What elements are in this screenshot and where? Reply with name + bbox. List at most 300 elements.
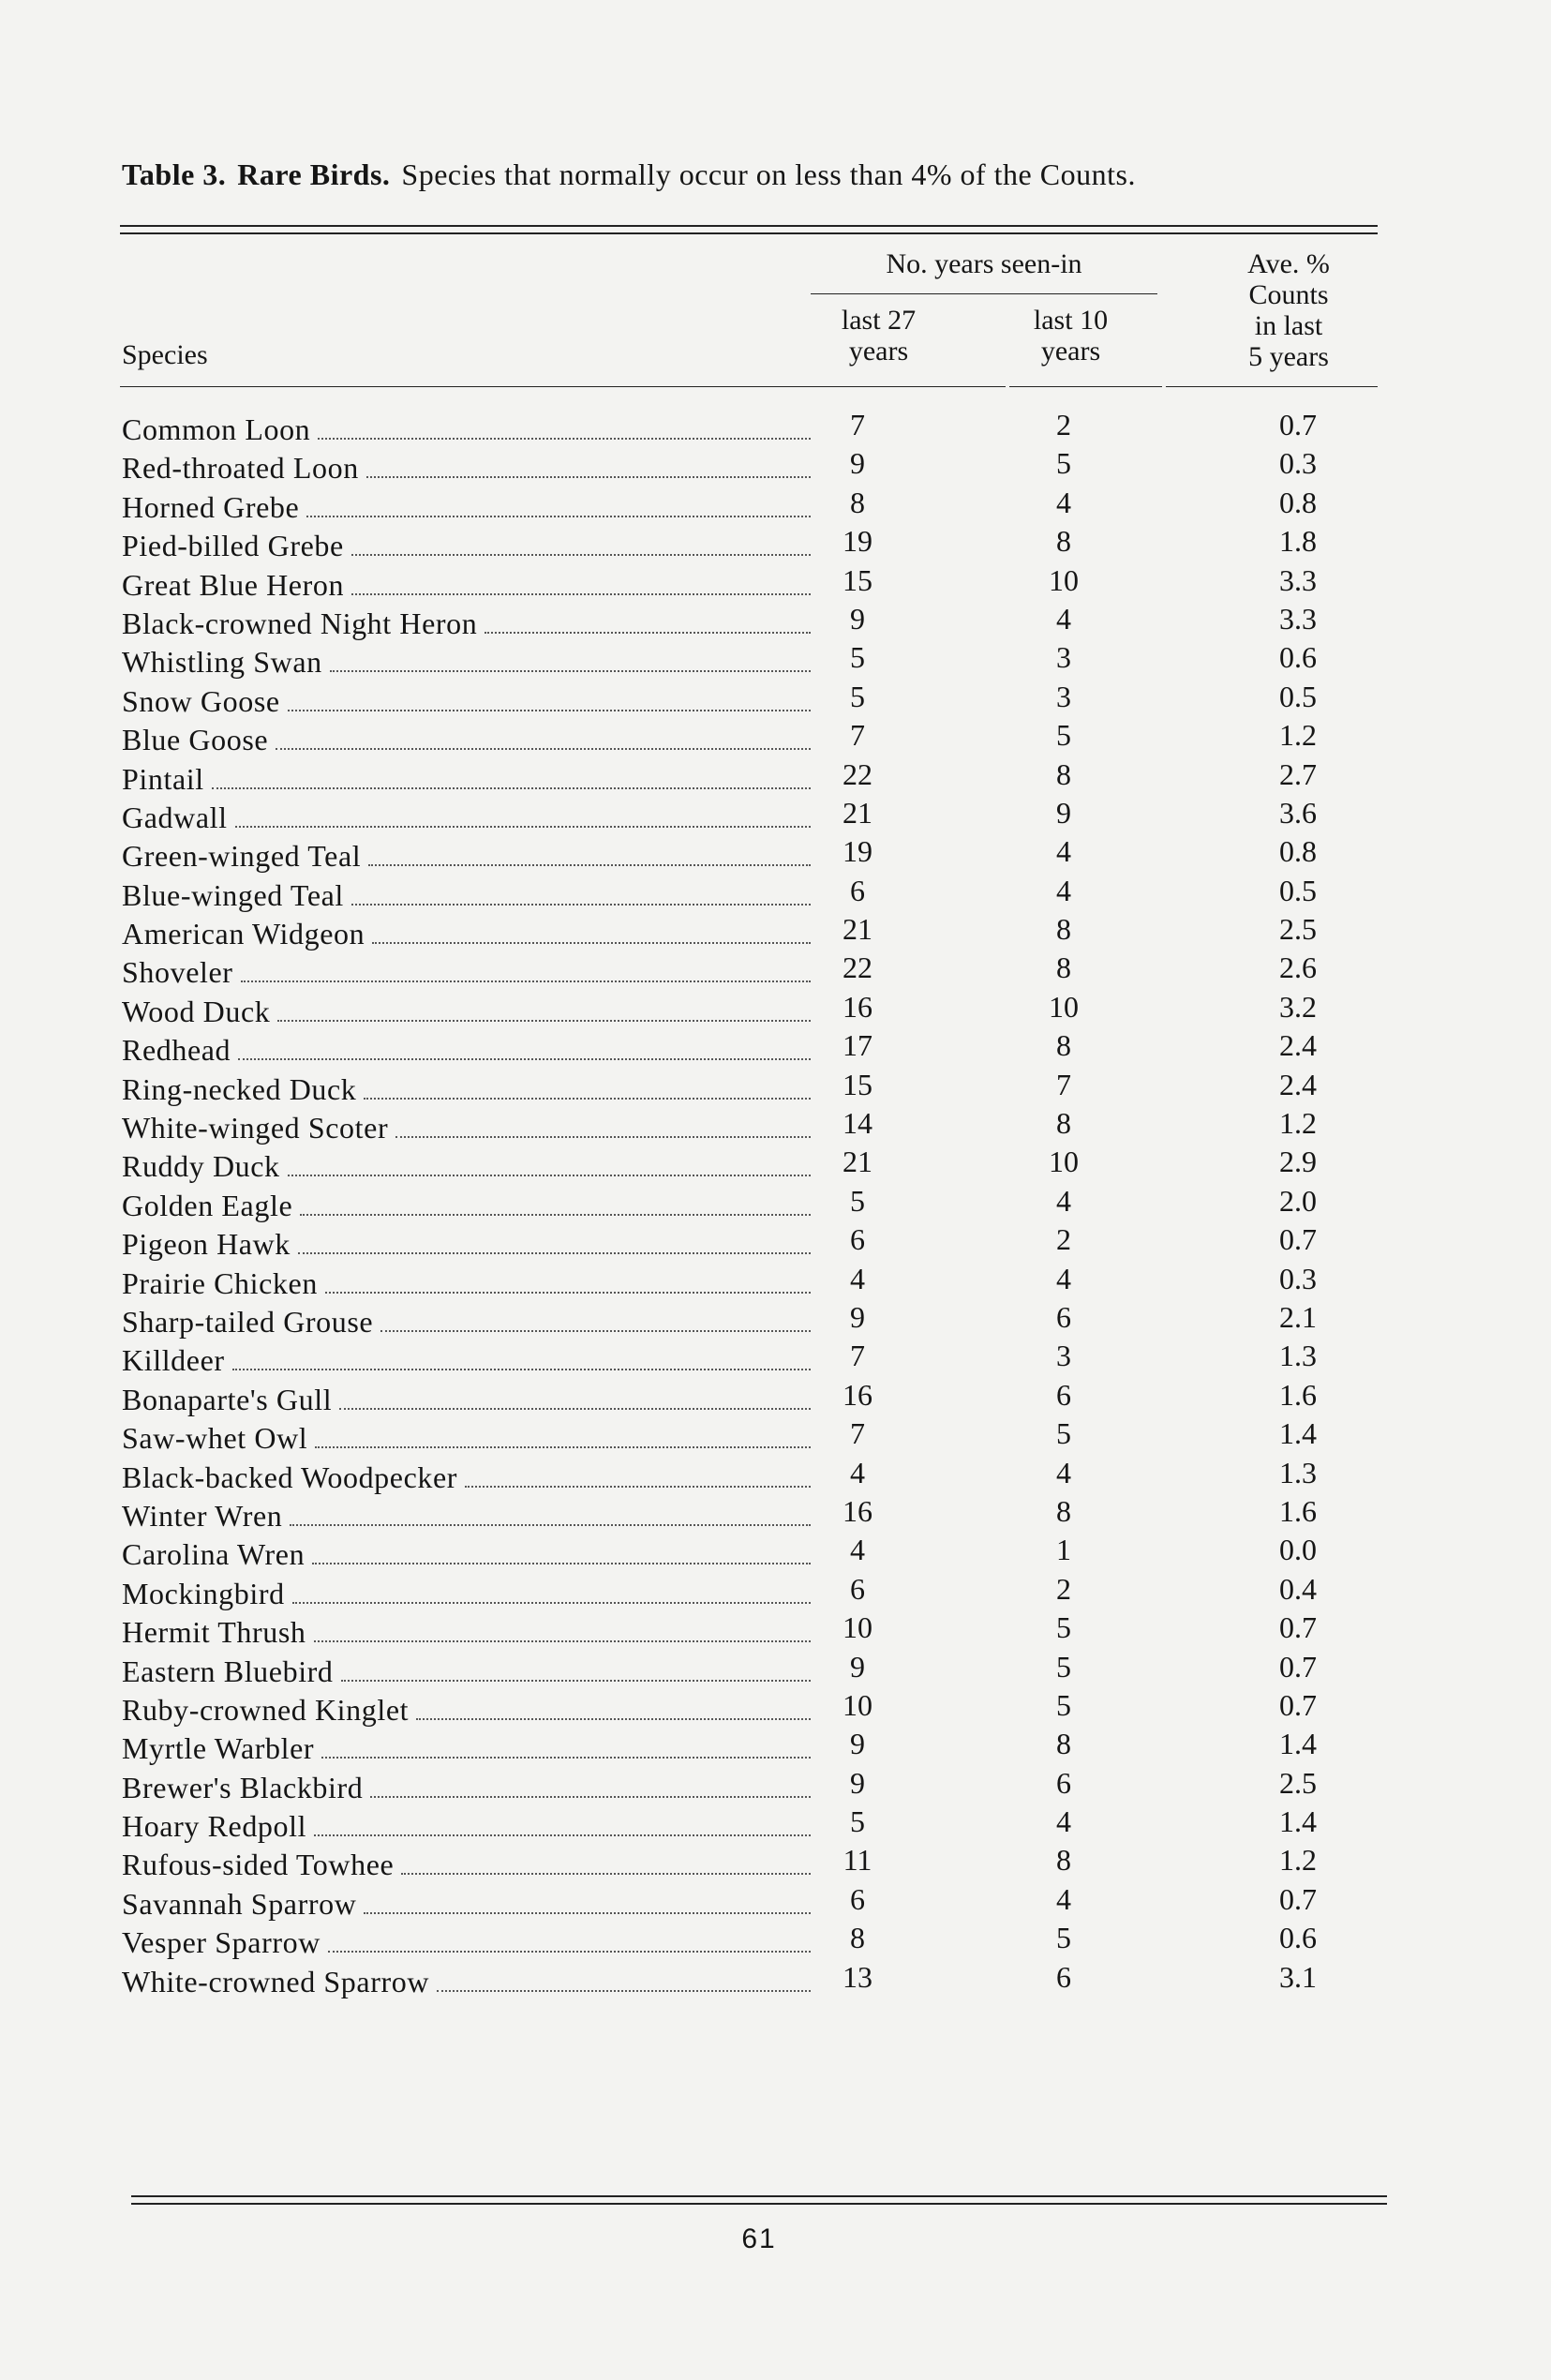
species-name: Saw-whet Owl [122,1421,308,1456]
species-name: Snow Goose [122,683,280,718]
dot-leader [288,680,811,711]
dot-leader [364,1882,811,1914]
dot-leader [328,1921,811,1953]
page-number: 61 [741,2223,777,2254]
dot-leader [315,1416,811,1448]
species-name: Hoary Redpoll [122,1809,307,1844]
dot-leader [380,1300,811,1332]
dot-leader [235,796,811,828]
header-ave-line1: Ave. % [1247,248,1330,279]
last-27-years-value: 15 [843,1067,872,1101]
last-10-years-value: 1 [1056,1533,1071,1567]
last-10-years-value: 4 [1056,1455,1071,1489]
ave-percent-value: 2.6 [1279,951,1317,985]
bottom-rule-1 [131,2195,1387,2197]
dot-leader [370,1766,811,1798]
last-27-years-value: 5 [850,640,865,675]
last-27-years-value: 8 [850,485,865,519]
table-row [122,1610,1387,1649]
table-number: Table 3. [122,157,227,191]
species-cell [122,951,811,990]
dot-leader [339,1378,811,1410]
ave-percent-value: 0.6 [1279,1921,1317,1955]
header-bottom-rule-c [1166,386,1378,387]
last-27-years-value: 7 [850,718,865,753]
table-row [122,874,1387,912]
species-cell [122,1960,811,1999]
header-bottom-rule-b [1009,386,1162,387]
species-cell [122,1262,811,1301]
header-ave-line4: 5 years [1248,341,1329,372]
species-name: Pintail [122,761,204,796]
species-cell [122,408,811,447]
table-caption [122,157,1387,192]
species-name: Golden Eagle [122,1188,293,1222]
ave-percent-value: 3.6 [1279,795,1317,830]
last-27-years-value: 22 [843,756,872,791]
header-last-27-line1: last 27 [841,305,917,336]
ave-percent-value: 1.8 [1279,524,1317,559]
last-27-years-value: 4 [850,1261,865,1295]
last-27-years-value: 16 [843,989,872,1024]
species-cell [122,486,811,525]
ave-percent-value: 2.0 [1279,1183,1317,1218]
species-cell [122,718,811,757]
last-10-years-value: 5 [1056,446,1071,481]
table-row [122,602,1387,640]
ave-percent-value: 1.2 [1279,1106,1317,1141]
table-row [122,1416,1387,1455]
last-27-years-value: 7 [850,408,865,442]
species-name: Killdeer [122,1343,225,1378]
ave-percent-value: 2.7 [1279,756,1317,791]
table-title: Rare Birds. [237,157,391,191]
ave-percent-value: 0.7 [1279,1610,1317,1645]
table-body [122,408,1387,1998]
last-10-years-value: 5 [1056,1416,1071,1451]
last-10-years-value: 4 [1056,834,1071,869]
table-row [122,757,1387,796]
dot-leader [318,408,811,440]
ave-percent-value: 3.3 [1279,601,1317,636]
last-10-years-value: 5 [1056,1649,1071,1684]
header-bottom-rule-a [120,386,1006,387]
ave-percent-value: 1.2 [1279,1843,1317,1878]
last-10-years-value: 8 [1056,524,1071,559]
table-row [122,796,1387,834]
table-row [122,1766,1387,1804]
species-cell [122,1339,811,1378]
table-row [122,1106,1387,1145]
dot-leader [372,912,811,944]
species-cell [122,563,811,603]
table-row [122,1456,1387,1494]
species-cell [122,1921,811,1960]
dot-leader [290,1494,811,1526]
species-name: Myrtle Warbler [122,1731,315,1766]
last-10-years-value: 8 [1056,756,1071,791]
last-27-years-value: 14 [843,1106,872,1141]
table-row [122,990,1387,1028]
last-27-years-value: 6 [850,873,865,907]
species-name: Shoveler [122,955,233,990]
last-10-years-value: 8 [1056,1727,1071,1761]
last-10-years-value: 10 [1049,562,1079,597]
table-row [122,524,1387,562]
table-row [122,1572,1387,1610]
ave-percent-value: 0.7 [1279,1222,1317,1257]
last-10-years-value: 8 [1056,1028,1071,1063]
species-name: Pigeon Hawk [122,1227,291,1262]
species-cell [122,874,811,913]
table-row [122,1222,1387,1261]
species-name: Whistling Swan [122,645,322,680]
last-10-years-value: 4 [1056,1804,1071,1839]
species-cell [122,912,811,951]
ave-percent-value: 0.4 [1279,1571,1317,1606]
species-name: Bonaparte's Gull [122,1382,333,1416]
last-27-years-value: 9 [850,1727,865,1761]
last-10-years-value: 6 [1056,1377,1071,1412]
species-name: Hermit Thrush [122,1615,306,1650]
last-27-years-value: 7 [850,1416,865,1451]
species-cell [122,834,811,874]
species-cell [122,1068,811,1107]
species-cell [122,680,811,719]
ave-percent-value: 2.5 [1279,1765,1317,1800]
dot-leader [238,1028,811,1060]
species-name: Brewer's Blackbird [122,1770,364,1804]
table-row [122,912,1387,951]
last-10-years-value: 6 [1056,1299,1071,1334]
ave-percent-value: 1.4 [1279,1416,1317,1451]
table-row [122,1727,1387,1765]
dot-leader [325,1262,811,1294]
table-row [122,1843,1387,1881]
species-cell [122,1572,811,1611]
ave-percent-value: 0.3 [1279,446,1317,481]
species-name: Black-crowned Night Heron [122,606,478,640]
dot-leader [351,563,811,595]
dot-leader [312,1533,811,1564]
ave-percent-value: 0.7 [1279,1881,1317,1916]
last-10-years-value: 2 [1056,1571,1071,1606]
last-27-years-value: 5 [850,679,865,713]
dot-leader [351,874,811,906]
last-10-years-value: 5 [1056,718,1071,753]
dot-leader [330,640,811,672]
species-cell [122,796,811,835]
species-name: Redhead [122,1033,231,1068]
table-row [122,1145,1387,1183]
dot-leader [364,1068,811,1100]
species-cell [122,524,811,563]
last-27-years-value: 9 [850,1649,865,1684]
table-description: Species that normally occur on less than 4% of the Counts. [401,157,1136,191]
last-10-years-value: 8 [1056,1493,1071,1528]
last-10-years-value: 5 [1056,1610,1071,1645]
dot-leader [321,1727,811,1759]
species-cell [122,602,811,641]
species-name: White-crowned Sparrow [122,1964,430,1998]
species-cell [122,1494,811,1534]
species-name: Sharp-tailed Grouse [122,1304,374,1339]
last-10-years-value: 8 [1056,1106,1071,1141]
species-cell [122,990,811,1029]
dot-leader [395,1106,811,1138]
table-row [122,1921,1387,1959]
dot-leader [212,757,811,789]
ave-percent-value: 3.1 [1279,1959,1317,1994]
species-cell [122,1804,811,1844]
ave-percent-value: 0.5 [1279,873,1317,907]
species-name: Mockingbird [122,1576,285,1610]
ave-percent-value: 1.2 [1279,718,1317,753]
species-cell [122,1843,811,1882]
header-species: Species [122,339,208,370]
last-10-years-value: 4 [1056,601,1071,636]
last-27-years-value: 19 [843,524,872,559]
ave-percent-value: 0.3 [1279,1261,1317,1295]
species-name: Horned Grebe [122,489,300,524]
dot-leader [416,1688,811,1720]
table-row [122,408,1387,446]
ave-percent-value: 0.5 [1279,679,1317,713]
bottom-rule-2 [131,2203,1387,2205]
dot-leader [300,1184,811,1216]
last-27-years-value: 17 [843,1028,872,1063]
last-10-years-value: 3 [1056,679,1071,713]
species-cell [122,1882,811,1922]
species-name: Ruby-crowned Kinglet [122,1692,410,1727]
dot-leader [298,1222,811,1254]
table-row [122,1650,1387,1688]
last-27-years-value: 11 [843,1843,872,1878]
table-row [122,1688,1387,1727]
last-27-years-value: 6 [850,1222,865,1257]
species-name: Vesper Sparrow [122,1925,321,1960]
table-row [122,1882,1387,1921]
last-27-years-value: 21 [843,912,872,947]
species-cell [122,1378,811,1417]
table-row [122,1184,1387,1222]
top-rule-2 [120,232,1378,234]
header-last-10-years [1007,305,1134,367]
species-name: Great Blue Heron [122,567,345,602]
last-27-years-value: 15 [843,562,872,597]
last-10-years-value: 4 [1056,1881,1071,1916]
last-10-years-value: 3 [1056,1339,1071,1373]
table-row [122,718,1387,756]
species-name: Blue Goose [122,723,269,757]
last-10-years-value: 6 [1056,1959,1071,1994]
species-name: Savannah Sparrow [122,1886,357,1921]
species-cell [122,1650,811,1689]
last-27-years-value: 9 [850,1299,865,1334]
species-cell [122,1300,811,1340]
ave-percent-value: 0.7 [1279,1687,1317,1722]
species-name: Winter Wren [122,1498,283,1533]
table-row [122,1068,1387,1106]
species-cell [122,1416,811,1456]
last-10-years-value: 4 [1056,1183,1071,1218]
last-10-years-value: 8 [1056,951,1071,985]
dot-leader [314,1610,811,1642]
ave-percent-value: 2.9 [1279,1145,1317,1179]
table-row [122,1533,1387,1571]
last-10-years-value: 2 [1056,1222,1071,1257]
last-10-years-value: 7 [1056,1067,1071,1101]
species-name: Red-throated Loon [122,451,359,486]
ave-percent-value: 2.1 [1279,1299,1317,1334]
last-10-years-value: 2 [1056,408,1071,442]
last-10-years-value: 10 [1049,989,1079,1024]
last-10-years-value: 4 [1056,873,1071,907]
table-row [122,1960,1387,1998]
ave-percent-value: 0.8 [1279,485,1317,519]
ave-percent-value: 2.4 [1279,1067,1317,1101]
species-cell [122,1184,811,1223]
dot-leader [465,1456,811,1488]
species-cell [122,1610,811,1650]
last-27-years-value: 4 [850,1455,865,1489]
ave-percent-value: 2.4 [1279,1028,1317,1063]
table-row [122,486,1387,524]
top-rule-1 [120,225,1378,227]
dot-leader [232,1339,811,1370]
ave-percent-value: 0.6 [1279,640,1317,675]
header-last-10-line1: last 10 [1033,305,1109,336]
table-row [122,951,1387,989]
dot-leader [437,1960,811,1992]
ave-percent-value: 0.0 [1279,1533,1317,1567]
ave-percent-value: 1.4 [1279,1727,1317,1761]
species-cell [122,1766,811,1805]
last-27-years-value: 16 [843,1493,872,1528]
last-27-years-value: 10 [843,1610,872,1645]
species-name: Black-backed Woodpecker [122,1459,458,1494]
ave-percent-value: 1.6 [1279,1377,1317,1412]
last-27-years-value: 19 [843,834,872,869]
table-row [122,446,1387,485]
table-row [122,640,1387,679]
last-27-years-value: 8 [850,1921,865,1955]
species-cell [122,1456,811,1495]
last-27-years-value: 5 [850,1804,865,1839]
ave-percent-value: 1.4 [1279,1804,1317,1839]
last-10-years-value: 6 [1056,1765,1071,1800]
ave-percent-value: 3.2 [1279,989,1317,1024]
ave-percent-value: 2.5 [1279,912,1317,947]
table-row [122,563,1387,602]
header-ave-line2: Counts [1248,279,1329,310]
last-27-years-value: 9 [850,446,865,481]
table-row [122,834,1387,873]
last-27-years-value: 22 [843,951,872,985]
last-27-years-value: 9 [850,1765,865,1800]
species-name: Eastern Bluebird [122,1654,334,1688]
dot-leader [485,602,811,634]
dot-leader [292,1572,811,1604]
last-10-years-value: 10 [1049,1145,1079,1179]
species-cell [122,446,811,486]
species-name: Rufous-sided Towhee [122,1848,395,1882]
dot-leader [368,834,811,866]
header-last-10-line2: years [1040,336,1101,367]
last-10-years-value: 5 [1056,1687,1071,1722]
last-10-years-value: 5 [1056,1921,1071,1955]
header-group-underline [811,293,1157,294]
species-name: Ring-necked Duck [122,1071,357,1106]
dot-leader [288,1145,811,1176]
last-10-years-value: 4 [1056,485,1071,519]
dot-leader [277,990,811,1022]
species-name: Pied-billed Grebe [122,529,344,563]
table-row [122,1804,1387,1843]
species-cell [122,1222,811,1262]
species-cell [122,1028,811,1068]
header-last-27-years [811,305,947,367]
last-10-years-value: 4 [1056,1261,1071,1295]
last-10-years-value: 8 [1056,912,1071,947]
species-name: Wood Duck [122,994,271,1028]
ave-percent-value: 3.3 [1279,562,1317,597]
species-name: White-winged Scoter [122,1111,389,1145]
last-27-years-value: 4 [850,1533,865,1567]
dot-leader [241,951,811,982]
dot-leader [366,446,811,478]
species-cell [122,640,811,680]
last-27-years-value: 5 [850,1183,865,1218]
last-27-years-value: 21 [843,1145,872,1179]
dot-leader [306,486,811,517]
species-cell [122,1106,811,1145]
species-name: Green-winged Teal [122,839,362,874]
header-ave-percent [1218,248,1359,372]
ave-percent-value: 1.6 [1279,1493,1317,1528]
last-27-years-value: 7 [850,1339,865,1373]
dot-leader [401,1843,811,1875]
table-row [122,680,1387,718]
species-cell [122,1688,811,1728]
ave-percent-value: 1.3 [1279,1455,1317,1489]
species-cell [122,757,811,797]
last-10-years-value: 3 [1056,640,1071,675]
dot-leader [276,718,811,750]
ave-percent-value: 0.8 [1279,834,1317,869]
table-row [122,1378,1387,1416]
last-27-years-value: 21 [843,795,872,830]
species-name: Gadwall [122,800,228,834]
ave-percent-value: 0.7 [1279,1649,1317,1684]
dot-leader [351,524,811,556]
ave-percent-value: 1.3 [1279,1339,1317,1373]
table-row [122,1300,1387,1339]
last-10-years-value: 8 [1056,1843,1071,1878]
table-row [122,1262,1387,1300]
species-name: Carolina Wren [122,1537,306,1572]
header-ave-line3: in last [1254,310,1323,341]
species-name: American Widgeon [122,917,365,951]
species-cell [122,1533,811,1572]
dot-leader [314,1804,811,1836]
table-row [122,1339,1387,1377]
ave-percent-value: 0.7 [1279,408,1317,442]
last-27-years-value: 10 [843,1687,872,1722]
table-row [122,1494,1387,1533]
dot-leader [341,1650,811,1682]
species-cell [122,1145,811,1184]
